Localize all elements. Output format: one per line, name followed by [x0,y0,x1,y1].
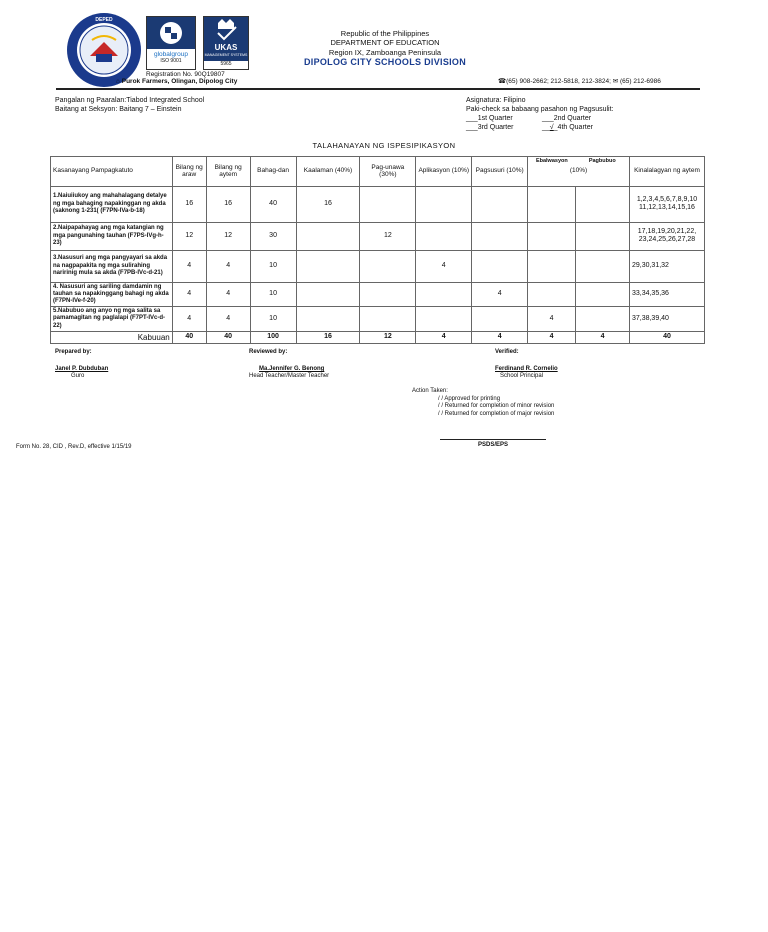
row-placement: 33,34,35,36 [629,282,704,307]
school-info [55,96,204,114]
department-line: DEPARTMENT OF EDUCATION [330,38,440,48]
header-days: Bilang ng araw [172,157,206,187]
total-application: 4 [416,331,472,344]
total-analysis: 4 [472,331,528,344]
prepared-position: Guro [71,373,85,379]
action-label: Action Taken: [412,388,448,394]
total-percent: 100 [250,331,296,344]
row-placement: 29,30,31,32 [629,250,704,282]
quarter-2[interactable]: ___2nd Quarter [542,115,592,123]
header-synthesis: Pagbubuo [576,157,630,166]
school-name: Pangalan ng Paaralan:Tiabod Integrated School [55,97,205,104]
action-option-minor[interactable]: / / Returned for completion of minor revision [438,403,555,409]
row-days: 4 [172,307,206,332]
row-synthesis [576,250,630,282]
row-percent: 30 [250,222,296,250]
row-comprehension [360,282,416,307]
row-analysis [472,222,528,250]
document-title: TALAHANAYAN NG ISPESIPIKASYON [312,141,456,150]
verified-position: School Principal [500,373,544,379]
verified-label: Verified: [495,349,519,355]
header-items: Bilang ng aytem [206,157,250,187]
quarter-info [466,96,618,132]
row-application: 4 [416,250,472,282]
republic-line: Republic of the Philippines [340,29,430,38]
total-items: 40 [206,331,250,344]
row-items: 4 [206,282,250,307]
row-application [416,222,472,250]
action-option-major[interactable]: / / Returned for completion of major revision [438,410,555,417]
row-analysis [472,250,528,282]
region-line: Region IX, Zamboanga Peninsula [328,47,442,57]
action-taken [412,388,554,418]
header-analysis: Pagsusuri (10%) [472,157,528,187]
row-placement: 17,18,19,20,21,22, 23,24,25,26,27,28 [629,222,704,250]
address-text: Purok Farmers, Olingan, Dipolog City [121,78,238,85]
quarter-row-1 [466,114,618,123]
table-row [51,250,705,282]
reviewed-position: Head Teacher/Master Teacher [249,373,330,379]
row-synthesis [576,222,630,250]
table-total-row [51,331,705,344]
row-application [416,282,472,307]
reviewed-label: Reviewed by: [249,349,288,355]
header-percent: Bahag-dan [250,157,296,187]
division-line: DIPOLOG CITY SCHOOLS DIVISION [303,57,467,68]
header-placement: Kinalalagyan ng aytem [629,157,704,187]
row-competency: 3.Nasusuri ang mga pangyayari sa akda na nagpapakita ng mga sulirahing naririnig mula sa akda (F7PB-IVc-d-21) [51,250,173,282]
action-option-approved[interactable]: / / Approved for printing [438,395,501,402]
total-knowledge: 16 [296,331,360,344]
header-divider [56,88,700,90]
total-placement: 40 [629,331,704,344]
location-pin-icon: ⌂ [116,78,120,85]
specification-table [50,156,705,344]
row-placement: 37,38,39,40 [629,307,704,332]
row-synthesis [576,307,630,332]
row-evaluation [528,222,576,250]
row-days: 16 [172,186,206,222]
quarter-row-2 [466,123,618,132]
total-label: Kabuuan [51,331,173,344]
fax-icon: ✉ [612,78,620,85]
row-percent: 40 [250,186,296,222]
row-comprehension [360,186,416,222]
row-competency: 1.Naiuiiukoy ang mahahalagang detalye ng mga bahaging napakinggan ng akda (saknong 1-231( (F7PN-IVa-b-18) [51,186,173,222]
row-comprehension [360,307,416,332]
table-row [51,222,705,250]
contact-numbers: (65) 908-2662; 212-5818, 212-3824; [506,78,611,85]
row-synthesis [576,186,630,222]
svg-text:DEPED: DEPED [95,17,113,23]
row-evaluation [528,186,576,222]
psds-label: PSDS/EPS [477,442,508,448]
row-items: 16 [206,186,250,222]
row-placement: 1,2,3,4,5,6,7,8,9,10 11,12,13,14,15,16 [629,186,704,222]
row-items: 4 [206,250,250,282]
contact-info [498,78,661,85]
quarter-4-checkmark: √ [549,124,554,132]
row-analysis [472,307,528,332]
quarter-4[interactable]: __√_4th Quarter [542,124,593,132]
globalgroup-iso-logo [146,16,196,70]
row-knowledge [296,250,360,282]
ukas-sub-label: MANAGEMENT SYSTEMS [204,53,248,57]
header-comprehension: Pag-unawa (30%) [360,157,416,187]
row-analysis: 4 [472,282,528,307]
row-days: 4 [172,282,206,307]
fax-number: (65) 212-6986 [620,78,661,85]
row-items: 4 [206,307,250,332]
total-evaluation: 4 [528,331,576,344]
letterhead [240,29,530,68]
row-synthesis [576,282,630,307]
row-percent: 10 [250,282,296,307]
psds-signature-line [440,439,546,440]
deped-seal-logo [66,12,142,88]
phone-icon: ☎ [498,78,507,85]
quarter-3[interactable]: ___3rd Quarter [466,124,514,132]
row-evaluation [528,282,576,307]
address [116,78,237,85]
table-header-row [51,157,705,166]
row-competency: 5.Nabubuo ang anyo ng mga salita sa pamamagitan ng paglalapi (F7PT-IVc-d-22) [51,307,173,332]
header-evaluation: Ebalwasyon [528,157,576,166]
row-percent: 10 [250,250,296,282]
total-synthesis: 4 [576,331,630,344]
row-knowledge: 16 [296,186,360,222]
row-comprehension [360,250,416,282]
grade-section: Baitang at Seksyon: Baitang 7 – Einstein [55,106,182,114]
row-days: 4 [172,250,206,282]
row-items: 12 [206,222,250,250]
table-row [51,282,705,307]
ukas-label: UKAS [214,43,238,52]
total-comprehension: 12 [360,331,416,344]
total-days: 40 [172,331,206,344]
registration-number: Registration No. 90Q19807 [146,71,225,78]
table-row [51,186,705,222]
gg-iso-label: ISO 9001 [160,58,182,64]
row-knowledge [296,282,360,307]
header-knowledge: Kaalaman (40%) [296,157,360,187]
header-competency: Kasanayang Pampagkatuto [51,157,173,187]
row-analysis [472,186,528,222]
table-row [51,307,705,332]
row-percent: 10 [250,307,296,332]
header-eval-synth-percent: (10%) [528,166,630,187]
row-application [416,307,472,332]
gg-logo-label: globalgroup [154,51,188,58]
row-competency: 2.Naipapahayag ang mga katangian ng mga pangunahing tauhan (F7PS-IVg-h-23) [51,222,173,250]
row-application [416,186,472,222]
verified-name: Ferdinand R. Cornelio [495,366,558,372]
subject: Asignatura: Filipino [466,97,526,104]
row-evaluation [528,250,576,282]
row-evaluation: 4 [528,307,576,332]
prepared-label: Prepared by: [55,349,92,355]
prepared-name: Janel P. Dubduban [55,366,109,372]
row-knowledge [296,222,360,250]
check-instruction: Paki-check sa babaang pasahon ng Pagsusulit: [466,106,614,114]
ukas-number: 5965 [204,61,248,69]
row-knowledge [296,307,360,332]
reviewed-name: Ma.Jennifer G. Benong [259,366,325,372]
form-number: Form No. 28, CID , Rev.D, effective 1/15/19 [16,444,132,450]
row-comprehension: 12 [360,222,416,250]
row-days: 12 [172,222,206,250]
header-application: Aplikasyon (10%) [416,157,472,187]
quarter-1[interactable]: ___1st Quarter [466,115,513,123]
row-competency: 4. Nasusuri ang sariling damdamin ng tauhan sa napakinggang bahagi ng akda (F7PN-IVe-f-20) [51,282,173,307]
